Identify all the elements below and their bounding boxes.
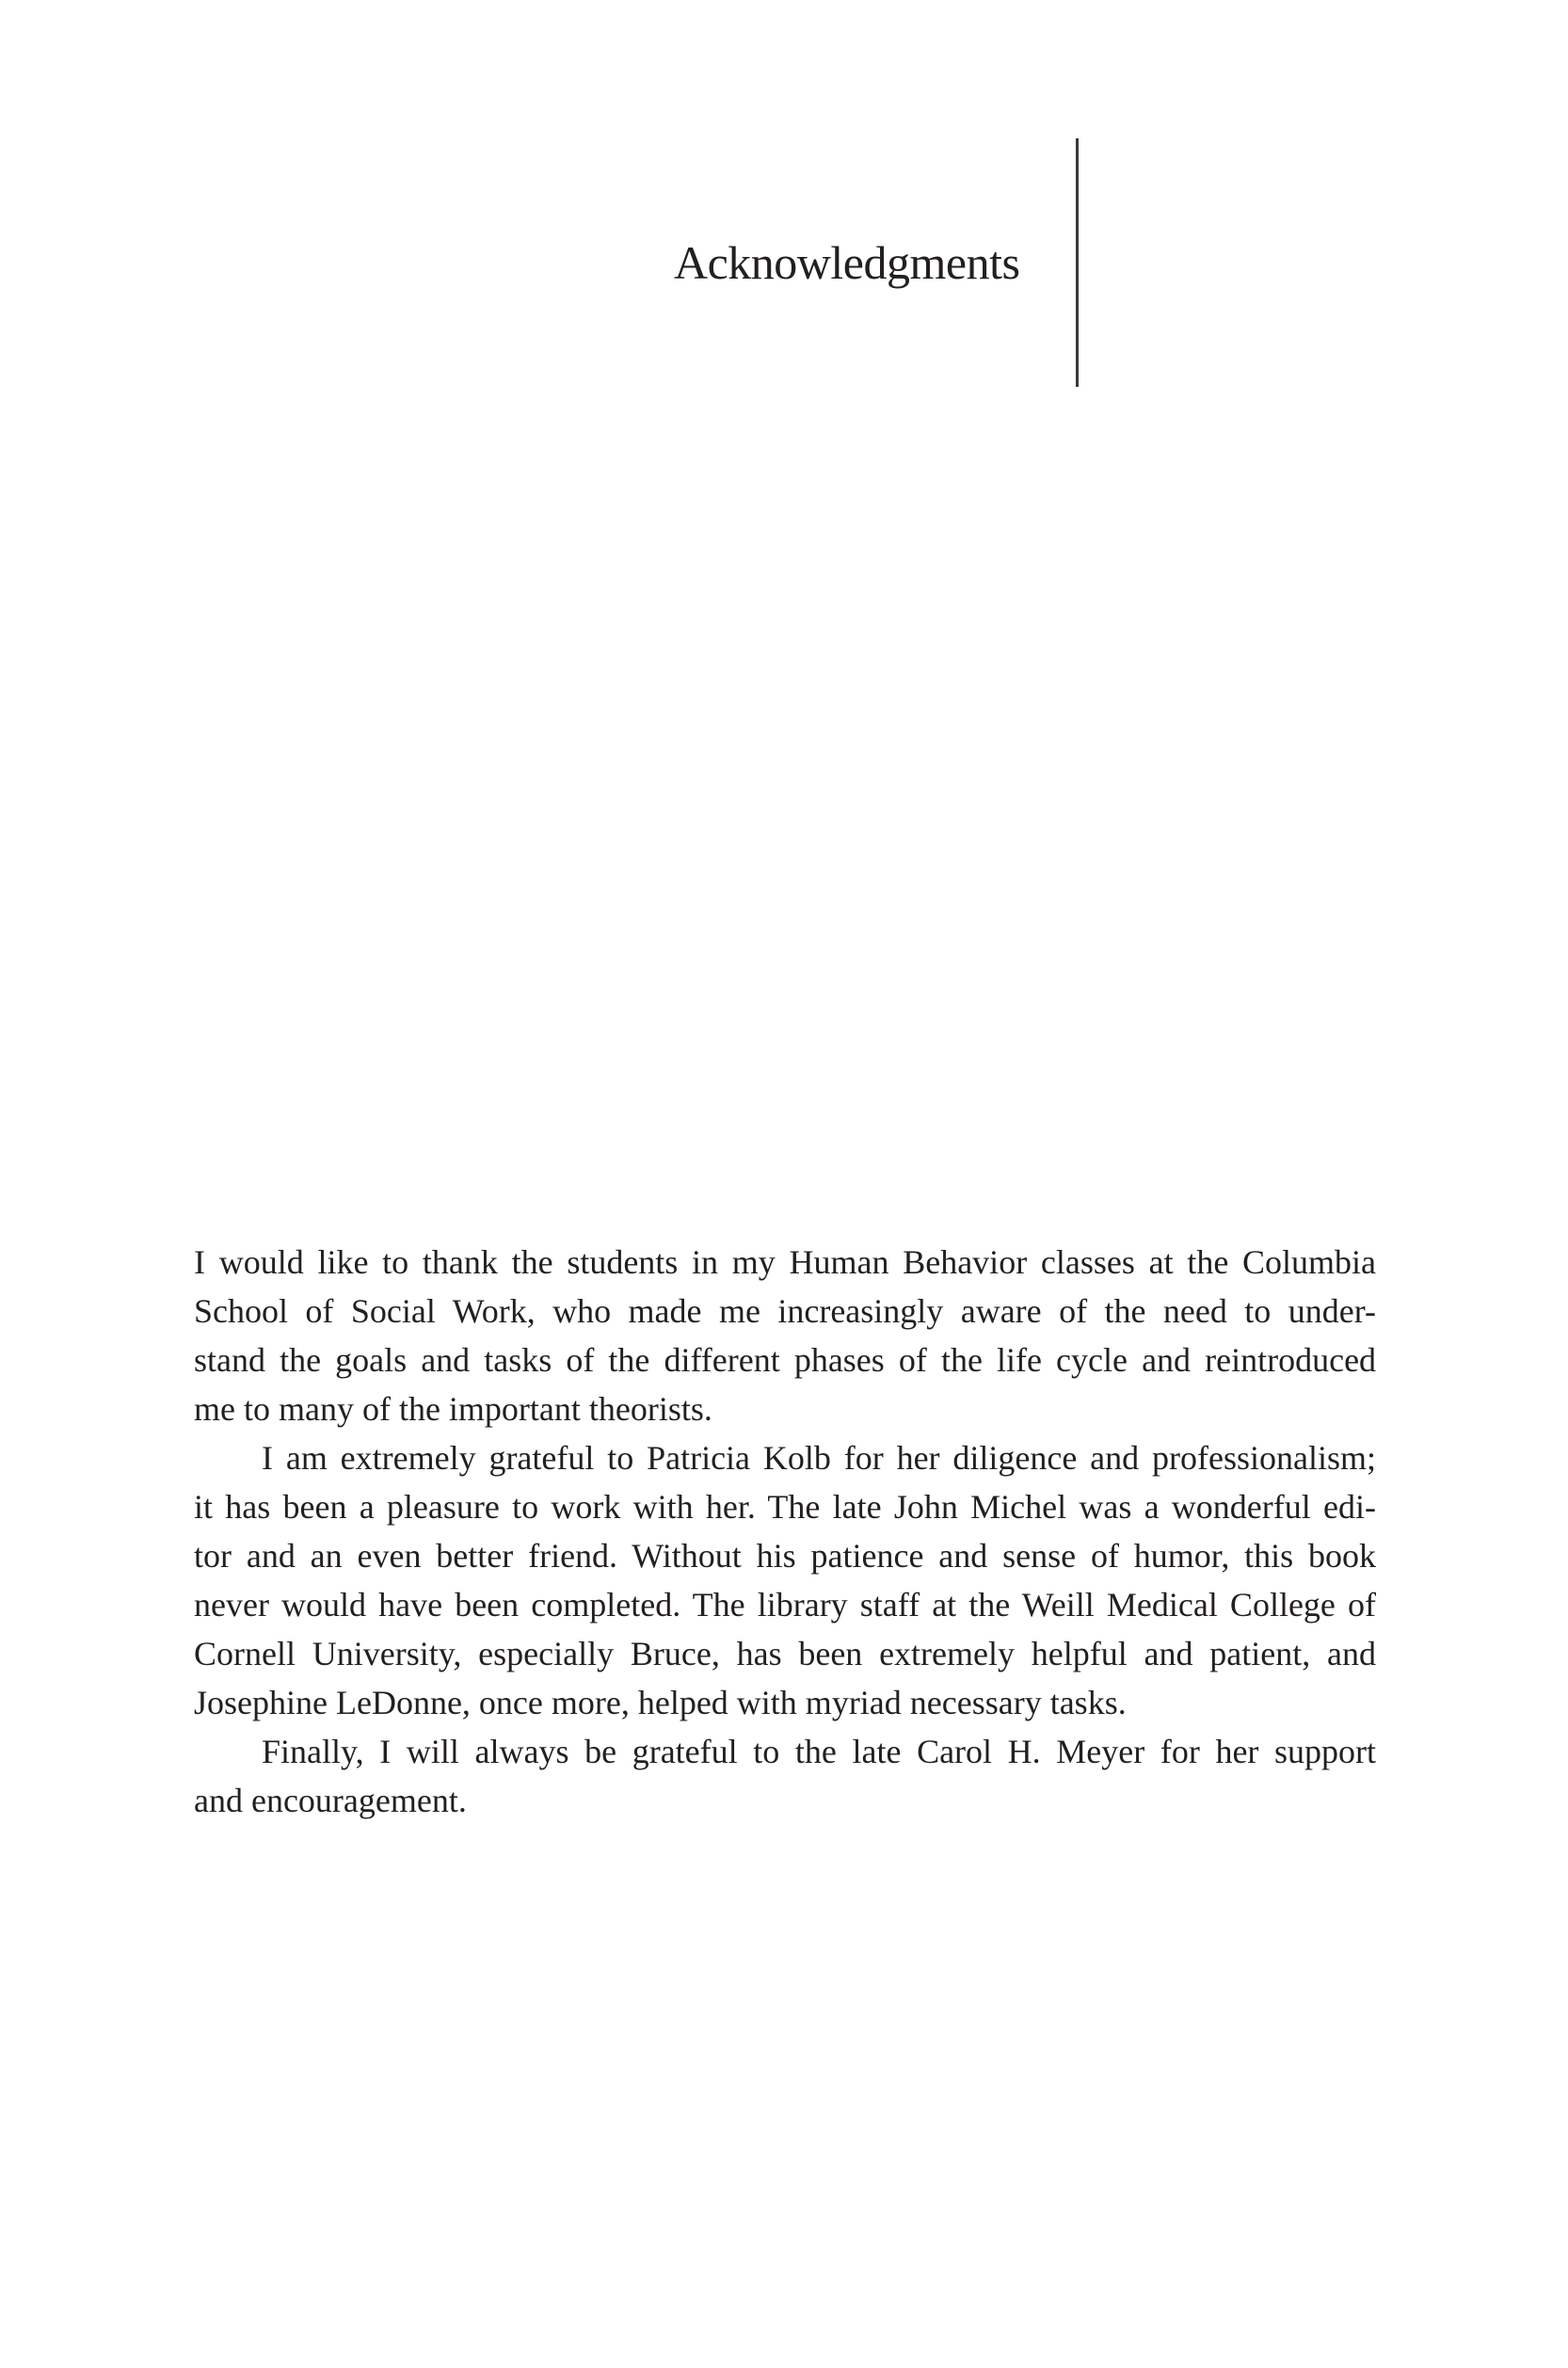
text-line xyxy=(194,1629,1376,1678)
text-line xyxy=(194,1776,1376,1825)
text-line-content: me to many of the important theorists. xyxy=(194,1390,712,1428)
text-line xyxy=(194,1580,1376,1629)
text-line xyxy=(194,1238,1376,1287)
text-line-content: School of Social Work, who made me increasingly aware of the need to under- xyxy=(194,1292,1376,1330)
text-line xyxy=(194,1336,1376,1384)
acknowledgments-text xyxy=(194,1238,1376,1825)
text-line xyxy=(194,1531,1376,1580)
text-line-content: I am extremely grateful to Patricia Kolb for her diligence and professionalism; xyxy=(262,1439,1376,1477)
text-line-content: Cornell University, especially Bruce, has been extremely helpful and patient, and xyxy=(194,1635,1376,1672)
text-line-content: tor and an even better friend. Without his patience and sense of humor, this book xyxy=(194,1537,1377,1575)
text-line-content: Josephine LeDonne, once more, helped with myriad necessary tasks. xyxy=(194,1684,1127,1721)
chapter-title: Acknowledgments xyxy=(674,236,1020,289)
text-line xyxy=(194,1678,1376,1727)
text-line-content: never would have been completed. The library staff at the Weill Medical College of xyxy=(194,1586,1376,1624)
text-line-content: Finally, I will always be grateful to the late Carol H. Meyer for her support xyxy=(262,1733,1377,1770)
text-line xyxy=(194,1384,1376,1433)
text-line xyxy=(194,1727,1376,1776)
text-line-content: I would like to thank the students in my Human Behavior classes at the Columbia xyxy=(194,1243,1377,1281)
text-line-content: and encouragement. xyxy=(194,1782,467,1819)
text-line xyxy=(194,1433,1376,1482)
text-line-content: it has been a pleasure to work with her. The late John Michel was a wonderful edi- xyxy=(194,1488,1376,1526)
text-line xyxy=(194,1482,1376,1531)
title-vertical-rule xyxy=(1076,138,1079,387)
text-line-content: stand the goals and tasks of the different phases of the life cycle and reintroduced xyxy=(194,1341,1377,1379)
text-line xyxy=(194,1287,1376,1336)
